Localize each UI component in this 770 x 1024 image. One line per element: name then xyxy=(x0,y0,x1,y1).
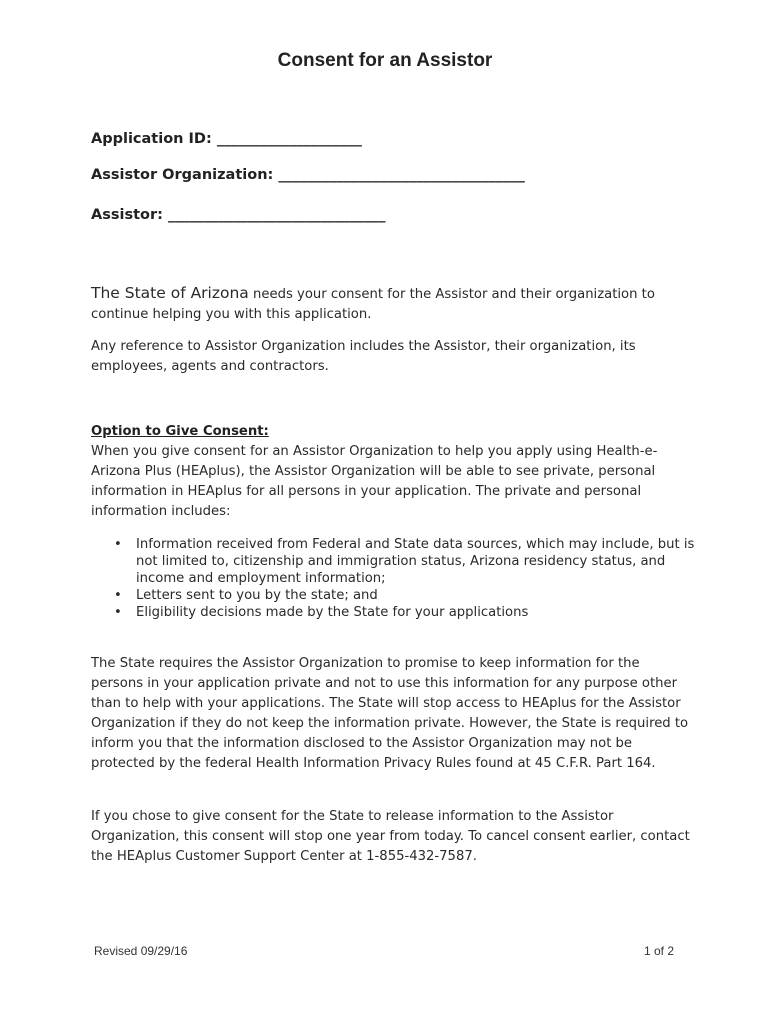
intro-line2: continue helping you with this application. xyxy=(91,307,372,322)
list-item: • Information received from Federal and State data sources, which may include, but is not limited to, citizenship and immigration status, Arizona residency status, and income and employment information; xyxy=(136,536,696,587)
intro-line1: needs your consent for the Assistor and their organization to xyxy=(248,287,655,302)
list-item: • Eligibility decisions made by the State for your applications xyxy=(136,604,696,621)
page-number: 1 of 2 xyxy=(644,944,675,958)
option-paragraph: When you give consent for an Assistor Organization to help you apply using Health-e-Arizona Plus (HEAplus), the Assistor Organization will be able to see private, personal information in HEAplus for all persons in your application. The private and personal information includes: xyxy=(91,444,658,519)
intro-lead: The State of Arizona xyxy=(91,284,249,302)
state-requires-paragraph: The State requires the Assistor Organization to promise to keep information for the persons in your application private and not to use this information for any purpose other than to help with your applications. The State will stop access to HEAplus for the Assistor Organization if they do not keep the information private. However, the State is required to inform you that the information disclosed to the Assistor Organization may not be protected by the federal Health Information Privacy Rules found at 45 C.F.R. Part 164. xyxy=(91,656,689,771)
list-item: • Letters sent to you by the state; and xyxy=(136,587,696,604)
reference-paragraph: Any reference to Assistor Organization includes the Assistor, their organization, its employees, agents and contractors. xyxy=(91,339,636,374)
application-id-field: Application ID: ____________________ xyxy=(91,131,362,147)
revised-date: Revised 09/29/16 xyxy=(94,944,188,958)
option-heading: Option to Give Consent: xyxy=(91,424,269,439)
consent-duration-paragraph: If you chose to give consent for the State to release information to the Assistor Organization, this consent will stop one year from today. To cancel consent earlier, contact the HEAplus Customer Support Center at 1-855-432-7587. xyxy=(91,809,690,864)
assistor-field: Assistor: ______________________________ xyxy=(91,207,386,223)
assistor-organization-field: Assistor Organization: __________________________________ xyxy=(91,167,525,183)
document-title: Consent for an Assistor xyxy=(277,50,493,71)
information-list xyxy=(91,536,696,621)
intro-paragraph xyxy=(91,283,691,325)
